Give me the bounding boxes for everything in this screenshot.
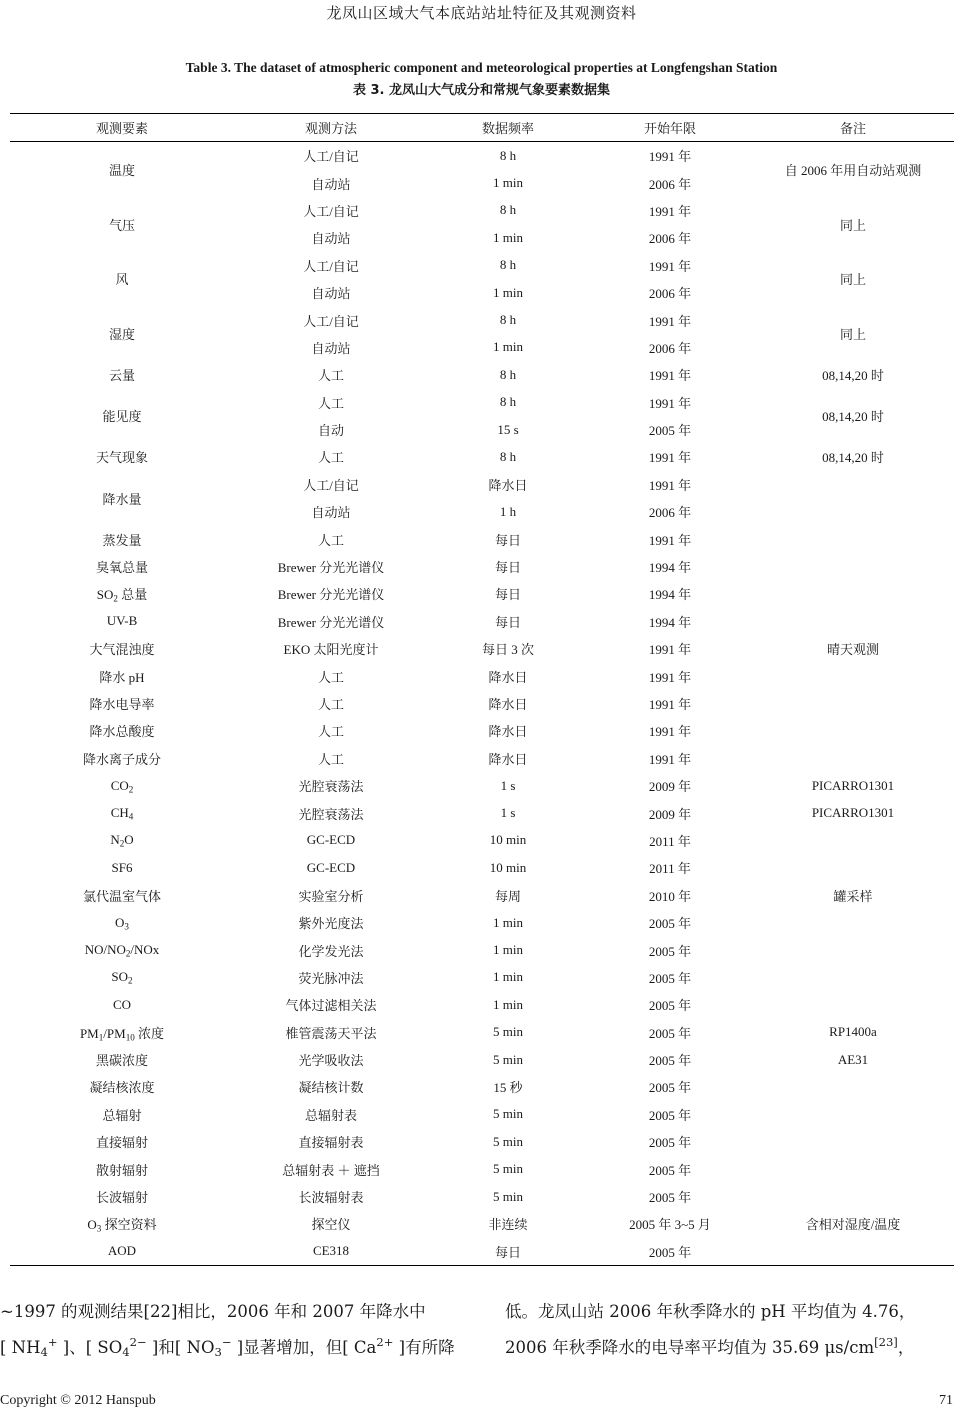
- header-element: 观测要素: [10, 114, 234, 142]
- table-row: [10, 1155, 954, 1182]
- table-row: [10, 252, 954, 279]
- table-row: [10, 717, 954, 744]
- cell-year: 1991 年: [648, 477, 692, 493]
- cell-element: 氯代温室气体: [82, 888, 161, 904]
- body-text-line: 低。龙凤山站 2006 年秋季降水的 pH 平均值为 4.76，: [505, 1302, 916, 1321]
- table-row: [10, 443, 954, 470]
- cell-method: 人工: [317, 450, 344, 466]
- table-row: [10, 1073, 954, 1100]
- cell-year: 1991 年: [648, 642, 692, 658]
- cell-year: 2005 年: [648, 423, 692, 439]
- cell-method: CE318: [234, 1238, 428, 1266]
- cell-note: [752, 1101, 954, 1128]
- cell-freq: 5 min: [493, 1106, 523, 1122]
- cell-method: 凝结核计数: [298, 1080, 364, 1096]
- cell-freq: 10 min: [489, 859, 527, 875]
- table-row: [10, 142, 954, 170]
- cell-year: 1991 年: [648, 313, 692, 329]
- cell-method: 探空仪: [311, 1217, 351, 1233]
- cell-year: 2011 年: [649, 833, 691, 849]
- cell-year: 2006 年: [648, 340, 692, 356]
- cell-freq: 15 s: [497, 421, 519, 437]
- cell-note: [752, 471, 954, 526]
- cell-method: 椎管震荡天平法: [285, 1025, 377, 1041]
- cell-year: 2009 年: [648, 806, 692, 822]
- cell-freq: 每周: [494, 888, 521, 904]
- cell-element: $O_3$ 探空资料: [87, 1217, 157, 1234]
- cell-freq: 每日: [494, 614, 521, 630]
- table-row: [10, 1101, 954, 1128]
- cell-element: 天气现象: [95, 450, 148, 466]
- header-note: 备注: [752, 114, 954, 142]
- cell-method: Brewer 分光光谱仪: [277, 614, 385, 630]
- cell-note: [752, 827, 954, 854]
- cell-freq: 5 min: [493, 1024, 523, 1040]
- cell-element: 降水离子成分: [82, 751, 161, 767]
- cell-element: 云量: [108, 368, 135, 384]
- cell-year: 2010 年: [648, 888, 692, 904]
- cell-note: RP1400a: [829, 1024, 877, 1040]
- cell-note: [752, 1128, 954, 1155]
- cell-freq: 8 h: [499, 312, 517, 328]
- cell-year: 2005 年: [648, 1107, 692, 1123]
- cell-element: UV-B: [106, 613, 138, 629]
- cell-element: 直接辐射: [95, 1135, 148, 1151]
- cell-method: GC-ECD: [306, 832, 356, 848]
- cell-element: 能见度: [102, 409, 142, 425]
- cell-element: 降水 pH: [99, 669, 145, 685]
- cell-freq: 5 min: [493, 1133, 523, 1149]
- cell-method: 人工: [317, 697, 344, 712]
- cell-element: 湿度: [108, 327, 135, 343]
- table-body: [10, 142, 954, 1266]
- cell-freq: 8 h: [499, 147, 517, 163]
- table-row: [10, 936, 954, 963]
- cell-freq: 8 h: [499, 394, 517, 410]
- body-text-right-column: [505, 1297, 960, 1363]
- cell-note: [752, 991, 954, 1018]
- cell-freq: 5 min: [493, 1051, 523, 1067]
- table-row: [10, 580, 954, 607]
- cell-freq: 15 秒: [493, 1080, 523, 1096]
- cell-year: 2005 年 3~5 月: [629, 1217, 711, 1233]
- cell-year: 1994 年: [648, 587, 692, 603]
- cell-note: [752, 745, 954, 772]
- cell-element: 总辐射: [102, 1107, 142, 1123]
- cell-year: 2005 年: [648, 1025, 692, 1041]
- cell-year: 2006 年: [648, 286, 692, 302]
- cell-freq: 非连续: [488, 1217, 528, 1233]
- cell-method: 人工/自记: [303, 258, 359, 274]
- table-row: [10, 745, 954, 772]
- cell-note: PICARRO1301: [811, 777, 895, 793]
- cell-method: 自动站: [311, 231, 351, 247]
- table-row: [10, 1019, 954, 1046]
- cell-element: $PM_1/PM_{10}$ 浓度: [79, 1025, 165, 1042]
- cell-method: 人工/自记: [303, 313, 359, 329]
- cell-element: 长波辐射: [95, 1190, 148, 1206]
- header-start-year: 开始年限: [588, 114, 752, 142]
- header-frequency: 数据频率: [428, 114, 588, 142]
- cell-note: 08,14,20 时: [822, 409, 884, 425]
- cell-element: 温度: [108, 162, 135, 178]
- cell-year: 2005 年: [648, 1053, 692, 1069]
- table-row: [10, 471, 954, 498]
- cell-year: 2006 年: [648, 231, 692, 247]
- cell-year: 2006 年: [648, 505, 692, 521]
- cell-year: 2005 年: [648, 1190, 692, 1206]
- cell-element: CO: [112, 996, 132, 1012]
- cell-method: 人工: [317, 395, 344, 411]
- cell-note: [752, 1073, 954, 1100]
- cell-element: $CO_2$: [110, 777, 134, 794]
- cell-method: Brewer 分光光谱仪: [277, 587, 385, 603]
- cell-note: [752, 1155, 954, 1182]
- table-row: [10, 306, 954, 333]
- table-row: [10, 1183, 954, 1210]
- cell-method: 实验室分析: [298, 888, 364, 904]
- table-row: [10, 553, 954, 580]
- cell-note: [752, 525, 954, 552]
- cell-method: 人工/自记: [303, 477, 359, 493]
- cell-method: 荧光脉冲法: [298, 970, 364, 986]
- cell-note: 同上: [839, 327, 866, 343]
- cell-year: 2005 年: [648, 1162, 692, 1178]
- cell-year: 2005 年: [648, 1080, 692, 1096]
- cell-element: $O_3$: [115, 914, 129, 931]
- cell-method: EKO 太阳光度计: [283, 642, 379, 658]
- cell-method: 自动站: [311, 340, 351, 356]
- cell-method: 自动站: [311, 286, 351, 302]
- cell-year: 2005 年: [648, 1135, 692, 1151]
- cell-method: GC-ECD: [306, 859, 356, 875]
- cell-freq: 降水日: [488, 724, 528, 740]
- cell-year: 2005 年: [588, 1238, 752, 1266]
- cell-year: 2005 年: [648, 998, 692, 1014]
- cell-year: 2005 年: [648, 916, 692, 932]
- cell-year: 1991 年: [648, 697, 692, 712]
- cell-method: 自动: [317, 423, 344, 439]
- cell-element: $SO_2$ 总量: [96, 587, 148, 604]
- table-row: [10, 635, 954, 662]
- cell-method: 气体过滤相关法: [285, 998, 377, 1014]
- cell-freq: 每日 3 次: [481, 642, 534, 658]
- cell-freq: 降水日: [488, 669, 528, 685]
- cell-freq: 8 h: [499, 257, 517, 273]
- cell-freq: 降水日: [488, 477, 528, 493]
- cell-element: 降水总酸度: [89, 724, 155, 740]
- cell-year: 1991 年: [648, 368, 692, 384]
- cell-element: 风: [115, 272, 129, 288]
- header-method: 观测方法: [234, 114, 428, 142]
- cell-note: 含相对湿度/温度: [805, 1217, 901, 1233]
- cell-element: 黑碳浓度: [95, 1053, 148, 1069]
- cell-method: 人工: [317, 532, 344, 548]
- cell-year: 2006 年: [648, 176, 692, 192]
- cell-year: 1991 年: [648, 203, 692, 219]
- table-caption-zh: 表 3. 龙凤山大气成分和常规气象要素数据集: [352, 83, 611, 98]
- cell-freq: 1 min: [493, 942, 523, 958]
- cell-freq: 每日: [494, 560, 521, 576]
- cell-year: 1994 年: [648, 614, 692, 630]
- cell-freq: 每日: [494, 587, 521, 603]
- cell-element: 气压: [108, 217, 135, 233]
- table-row: [10, 799, 954, 826]
- cell-method: Brewer 分光光谱仪: [277, 560, 385, 576]
- cell-freq: 1 s: [500, 805, 516, 821]
- cell-freq: 8 h: [499, 202, 517, 218]
- table-row: [10, 1046, 954, 1073]
- cell-freq: 1 min: [493, 996, 523, 1012]
- cell-note: PICARRO1301: [811, 805, 895, 821]
- dataset-table: [10, 113, 954, 1266]
- table-caption-en: Table 3. The dataset of atmospheric component and meteorological properties at Longfengshan Station: [185, 60, 778, 75]
- table-row: [10, 854, 954, 881]
- cell-method: 光学吸收法: [298, 1053, 364, 1069]
- dataset-table-container: [10, 113, 954, 1266]
- cell-note: [752, 717, 954, 744]
- cell-note: 同上: [839, 217, 866, 233]
- table-header-row: [10, 114, 954, 142]
- cell-note: [752, 553, 954, 580]
- cell-freq: 1 min: [493, 175, 523, 191]
- cell-method: 总辐射表 ＋ 遮挡: [282, 1162, 380, 1178]
- cell-freq: 1 min: [493, 339, 523, 355]
- cell-element: $CH_4$: [110, 804, 134, 822]
- cell-method: 总辐射表: [304, 1107, 357, 1123]
- cell-year: 1991 年: [648, 532, 692, 548]
- cell-element: AOD: [10, 1238, 234, 1266]
- cell-element: $NO/NO_2$/NOx: [84, 941, 160, 959]
- cell-year: 1991 年: [648, 724, 692, 740]
- cell-element: SF6: [111, 859, 133, 875]
- cell-note: 08,14,20 时: [822, 450, 884, 466]
- cell-note: [752, 608, 954, 635]
- cell-year: 1994 年: [648, 560, 692, 576]
- table-row: [10, 525, 954, 552]
- cell-note: [752, 662, 954, 689]
- cell-note: [752, 1238, 954, 1266]
- cell-year: 1991 年: [648, 395, 692, 411]
- cell-method: 自动站: [311, 176, 351, 192]
- cell-element: 散射辐射: [95, 1162, 148, 1178]
- cell-year: 1991 年: [648, 669, 692, 685]
- table-row: [10, 1128, 954, 1155]
- cell-note: 晴天观测: [826, 642, 879, 658]
- cell-method: 长波辐射表: [298, 1190, 364, 1206]
- body-text-line: [ $NH_4^+$ ]、[ $SO_4^{2-}$ ]和[ $NO_3^-$ ]显著增加，但[ $Ca^{2+}$ ]有所降: [0, 1335, 455, 1359]
- table-row: [10, 662, 954, 689]
- table-row: [10, 1238, 954, 1266]
- cell-method: 自动站: [311, 505, 351, 521]
- cell-note: [752, 909, 954, 936]
- table-row: [10, 361, 954, 388]
- cell-year: 2005 年: [648, 943, 692, 959]
- table-row: [10, 608, 954, 635]
- table-row: [10, 197, 954, 224]
- cell-method: 人工: [317, 368, 344, 384]
- body-text-line: ~1997 的观测结果[22]相比，2006 年和 2007 年降水中: [0, 1302, 426, 1321]
- cell-element: $N_2O$: [110, 832, 134, 849]
- cell-method: 光腔衰荡法: [298, 806, 364, 822]
- cell-note: 罐采样: [833, 888, 873, 904]
- table-row: [10, 882, 954, 909]
- cell-year: 1991 年: [648, 258, 692, 274]
- cell-element: 降水量: [102, 491, 142, 507]
- cell-freq: 1 s: [500, 777, 516, 793]
- cell-freq: 降水日: [488, 751, 528, 767]
- cell-freq: 每日: [428, 1238, 588, 1266]
- table-row: [10, 690, 954, 717]
- cell-freq: 5 min: [493, 1188, 523, 1204]
- cell-note: [752, 690, 954, 717]
- cell-method: 紫外光度法: [298, 916, 364, 932]
- cell-freq: 8 h: [499, 366, 517, 382]
- cell-freq: 10 min: [489, 832, 527, 848]
- cell-freq: 5 min: [493, 1161, 523, 1177]
- cell-freq: 1 min: [493, 914, 523, 930]
- table-row: [10, 1210, 954, 1237]
- cell-year: 1991 年: [648, 751, 692, 767]
- cell-note: 08,14,20 时: [822, 368, 884, 384]
- cell-note: [752, 1183, 954, 1210]
- cell-year: 2009 年: [648, 779, 692, 795]
- cell-freq: 1 h: [499, 503, 517, 519]
- cell-freq: 1 min: [493, 284, 523, 300]
- cell-year: 2011 年: [649, 861, 691, 877]
- cell-method: 人工/自记: [303, 203, 359, 219]
- cell-element: 凝结核浓度: [89, 1080, 155, 1096]
- cell-note: [752, 854, 954, 881]
- cell-note: AE31: [837, 1051, 869, 1067]
- cell-note: [752, 964, 954, 991]
- cell-method: 化学发光法: [298, 943, 364, 959]
- cell-note: 自 2006 年用自动站观测: [784, 162, 922, 178]
- table-row: [10, 772, 954, 799]
- cell-freq: 每日: [494, 532, 521, 548]
- cell-method: 人工: [317, 751, 344, 767]
- cell-element: 大气混浊度: [89, 642, 155, 658]
- table-row: [10, 827, 954, 854]
- footer-copyright: Copyright © 2012 Hanspub: [0, 1393, 156, 1408]
- cell-method: 直接辐射表: [298, 1135, 364, 1151]
- cell-note: [752, 936, 954, 963]
- cell-method: 光腔衰荡法: [298, 779, 364, 795]
- cell-note: 同上: [839, 272, 866, 288]
- cell-year: 2005 年: [648, 970, 692, 986]
- cell-freq: 1 min: [493, 229, 523, 245]
- table-row: [10, 909, 954, 936]
- cell-freq: 降水日: [488, 697, 528, 712]
- cell-method: 人工: [317, 669, 344, 685]
- cell-element: 降水电导率: [89, 697, 155, 712]
- page-number: 71: [939, 1393, 953, 1408]
- cell-year: 1991 年: [648, 450, 692, 466]
- cell-method: 人工/自记: [303, 149, 359, 165]
- cell-year: 1991 年: [648, 149, 692, 165]
- cell-note: [752, 580, 954, 607]
- table-row: [10, 991, 954, 1018]
- table-row: [10, 964, 954, 991]
- cell-element: $SO_2$: [111, 969, 133, 986]
- cell-element: 蒸发量: [102, 532, 142, 548]
- table-row: [10, 389, 954, 416]
- running-head: 龙凤山区域大气本底站站址特征及其观测资料: [326, 4, 637, 22]
- cell-method: 人工: [317, 724, 344, 740]
- body-text-left-column: [0, 1297, 470, 1367]
- cell-freq: 1 min: [493, 969, 523, 985]
- cell-element: 臭氧总量: [95, 560, 148, 576]
- cell-freq: 8 h: [499, 448, 517, 464]
- body-text-line: 2006 年秋季降水的电导率平均值为 35.69 μs/cm[23]，: [505, 1335, 915, 1357]
